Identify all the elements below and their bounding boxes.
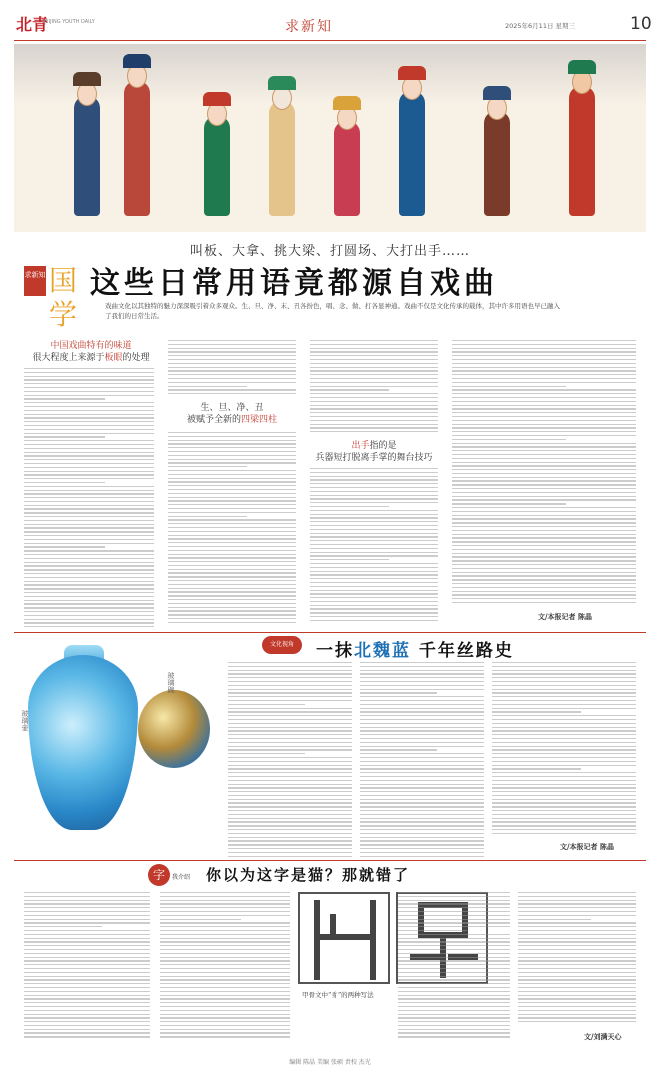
- page-footer: 编辑 陈晶 美编 张硕 责校 杰光: [289, 1059, 371, 1066]
- article-column-1: [24, 368, 154, 628]
- page-number: 10: [630, 14, 652, 34]
- caption-glass-bowl: 玻璃碗: [167, 672, 175, 693]
- newspaper-logo: 北青: [16, 15, 49, 34]
- article-column-2b: [168, 432, 296, 628]
- subhead-1: 中国戏曲特有的味道 很大程度上来源于板眼的处理: [32, 341, 150, 363]
- feature-kicker: 叫板、大拿、挑大梁、打圆场、大打出手……: [189, 244, 470, 259]
- cat-column-1: [24, 892, 150, 1042]
- issue-date: 2025年6月11日 星期三: [505, 22, 576, 30]
- subhead-2: 生、旦、净、丑 被赋予全新的四梁四柱: [186, 403, 278, 425]
- cat-tag-sub: 我介绍: [172, 874, 191, 881]
- glass-bowl-image: [138, 690, 210, 768]
- article-column-3a: [310, 340, 438, 436]
- article-column-3b: [310, 468, 438, 628]
- column-badge-small: 求新知: [24, 266, 46, 296]
- silk-column-1: [228, 662, 352, 862]
- cat-byline: 文/刘满天心: [584, 1032, 622, 1041]
- cat-tag: 字: [148, 864, 170, 886]
- cat-column-4: [518, 892, 636, 1028]
- cat-column-3: [398, 892, 510, 1042]
- feature-byline: 文/本报记者 陈晶: [538, 612, 592, 621]
- subhead-3: 出手指的是 兵器短打脱离手掌的舞台技巧: [315, 441, 433, 463]
- silk-byline: 文/本报记者 陈晶: [560, 842, 614, 851]
- column-badge-big: 国学: [48, 264, 77, 331]
- section-divider-2: [14, 860, 646, 861]
- article-column-2a: [168, 340, 296, 398]
- silk-tag: 文化视角: [262, 636, 302, 654]
- glyph-caption: 甲骨文中“豸”的两种写法: [302, 991, 374, 999]
- silk-title: 一抹北魏蓝 千年丝路史: [316, 641, 514, 661]
- cat-title: 你以为这字是猫？那就错了: [206, 866, 411, 884]
- masthead-rule: [14, 40, 646, 41]
- masthead: [0, 0, 660, 40]
- glass-vase-image: [28, 655, 138, 830]
- section-name: 求新知: [285, 19, 333, 35]
- section-divider-1: [14, 632, 646, 633]
- caption-glass-vase: 玻璃壶: [21, 710, 29, 731]
- silk-column-3: [492, 662, 636, 838]
- opera-illustration: [14, 44, 646, 232]
- feature-headline: 这些日常用语竟都源自戏曲: [90, 266, 498, 301]
- oracle-glyph-1: [298, 892, 390, 984]
- cat-column-2: [160, 892, 290, 1042]
- feature-lead: 戏曲文化以其独特的魅力深深吸引着众多观众。生、旦、净、末、丑各扮色，唱、念、做、打各显神通。戏曲不仅是文化传承的载体，其中许多用语也早已融入了我们的日常生活。: [105, 302, 560, 320]
- newspaper-logo-en: BEIJING YOUTH DAILY: [42, 19, 95, 25]
- silk-column-2: [360, 662, 484, 862]
- article-column-4: [452, 340, 636, 608]
- column-badge: [24, 262, 82, 331]
